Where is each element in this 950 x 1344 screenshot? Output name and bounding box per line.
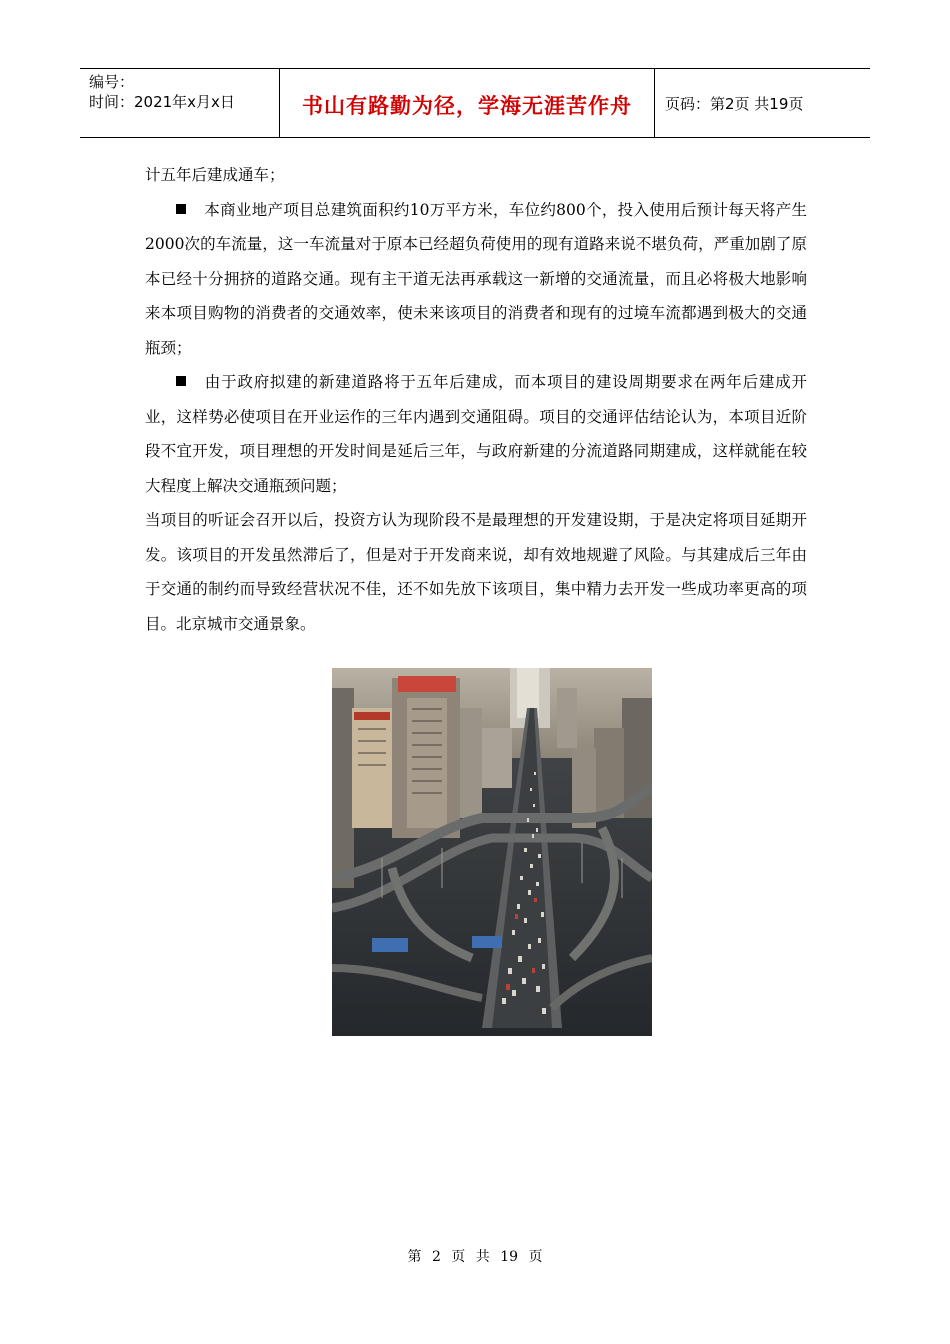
page-header xyxy=(80,68,870,138)
document-body xyxy=(145,158,807,641)
header-slogan: 书山有路勤为径，学海无涯苦作舟 xyxy=(280,69,655,137)
header-left-cell xyxy=(80,69,280,137)
document-time: 时间：2021年x月x日 xyxy=(89,93,235,111)
document-number-label: 编号： xyxy=(89,73,135,91)
square-bullet-icon xyxy=(176,376,186,386)
header-page-info: 页码：第2页 共19页 xyxy=(665,94,804,113)
bullet-paragraph-parking xyxy=(145,193,807,366)
bullet-text: 本商业地产项目总建筑面积约10万平方米，车位约800个，投入使用后预计每天将产生2000次的车流量，这一车流量对于原本已经超负荷使用的现有道路来说不堪负荷，严重加剧了原本已经十分拥挤的道路交通。现有主干道无法再承载这一新增的交通流量，而且必将极大地影响来本项目购物的消费者的交通效率，使未来该项目的消费者和现有的过境车流都遇到极大的交通瓶颈； xyxy=(145,200,807,357)
beijing-traffic-photo xyxy=(332,668,652,1036)
bullet-paragraph-road xyxy=(145,365,807,503)
page-footer: 第 2 页 共 19 页 xyxy=(407,1249,543,1265)
bullet-text: 由于政府拟建的新建道路将于五年后建成，而本项目的建设周期要求在两年后建成开业，这样势必使项目在开业运作的三年内遇到交通阻碍。项目的交通评估结论认为，本项目近阶段不宜开发，项目理想的开发时间是延后三年，与政府新建的分流道路同期建成，这样就能在较大程度上解决交通瓶颈问题； xyxy=(145,373,807,495)
square-bullet-icon xyxy=(176,204,186,214)
paragraph-conclusion: 当项目的听证会召开以后，投资方认为现阶段不是最理想的开发建设期，于是决定将项目延期开发。该项目的开发虽然滞后了，但是对于开发商来说，却有效地规避了风险。与其建成后三年由于交通的制约而导致经营状况不佳，还不如先放下该项目，集中精力去开发一些成功率更高的项目。北京城市交通景象。 xyxy=(145,511,807,633)
paragraph-continued: 计五年后建成通车； xyxy=(145,166,285,184)
